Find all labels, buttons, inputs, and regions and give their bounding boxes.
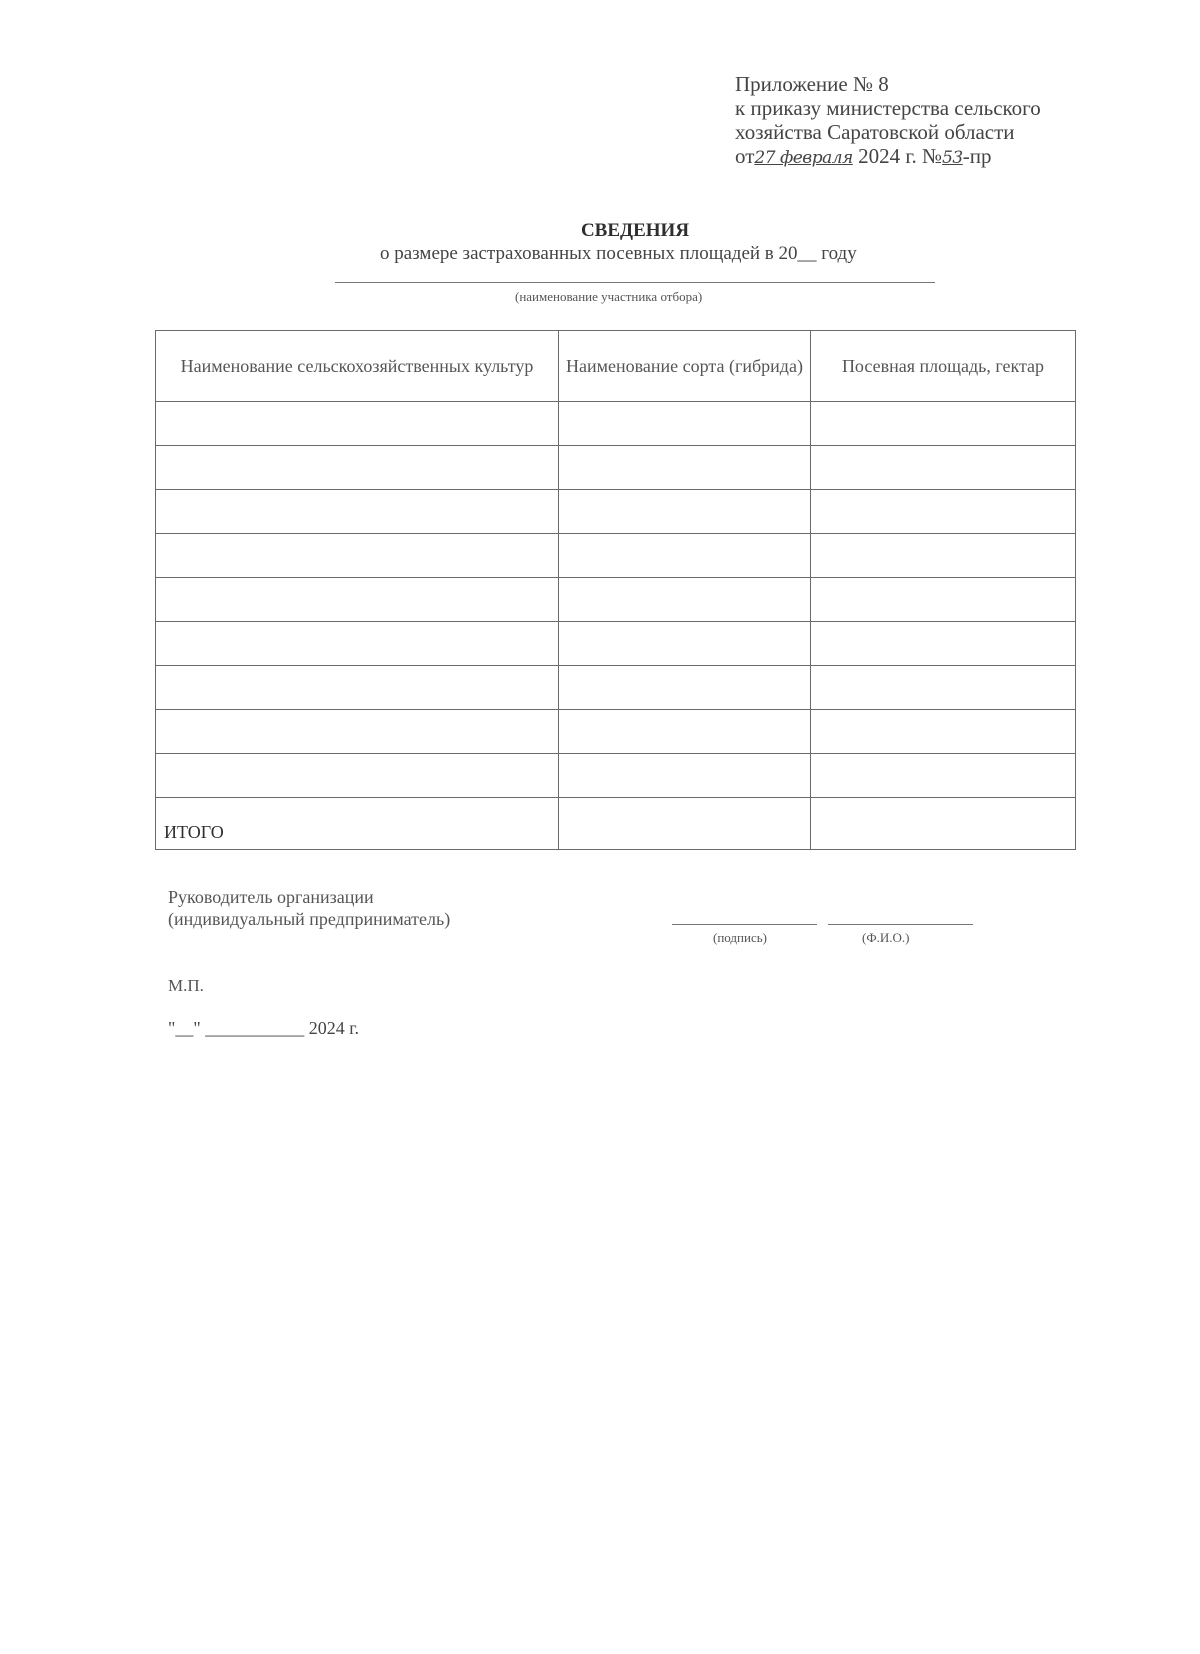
participant-name-line[interactable] [335,282,935,283]
table-cell[interactable] [811,710,1076,754]
table-cell[interactable] [559,490,811,534]
table-cell[interactable] [811,622,1076,666]
total-variety-cell[interactable] [559,798,811,850]
table-cell[interactable] [559,402,811,446]
table-cell[interactable] [559,446,811,490]
table-row [156,490,1076,534]
signature-line[interactable] [672,924,817,925]
table-cell[interactable] [156,402,559,446]
date-year: 2024 г. № [852,144,943,168]
table-row [156,578,1076,622]
table-row [156,402,1076,446]
table-cell[interactable] [156,490,559,534]
table-cell[interactable] [559,578,811,622]
table-row [156,754,1076,798]
table-cell[interactable] [811,490,1076,534]
table-cell[interactable] [811,534,1076,578]
table-cell[interactable] [811,754,1076,798]
appendix-line-2: к приказу министерства сельского [735,96,1041,120]
sown-area-table [155,330,1076,850]
signature-caption: (подпись) [713,930,767,945]
total-label: ИТОГО [156,798,559,850]
table-cell[interactable] [559,754,811,798]
date-field[interactable]: "__" ___________ 2024 г. [168,1018,360,1038]
signatory-role-line-1: Руководитель организации [168,887,374,907]
table-cell[interactable] [156,710,559,754]
table-cell[interactable] [559,534,811,578]
participant-name-caption: (наименование участника отбора) [515,289,703,304]
header-variety-name: Наименование сорта (гибрида) [559,331,811,402]
table-row [156,622,1076,666]
table-cell[interactable] [156,578,559,622]
table-cell[interactable] [811,446,1076,490]
date-prefix: от [735,144,755,168]
header-sown-area: Посевная площадь, гектар [811,331,1076,402]
appendix-line-3: хозяйства Саратовской области [735,120,1015,144]
table-row [156,534,1076,578]
table-cell[interactable] [156,666,559,710]
table-row [156,666,1076,710]
table-row [156,710,1076,754]
table-header-row [156,331,1076,402]
appendix-line-1: Приложение № 8 [735,72,889,96]
table-row [156,446,1076,490]
table-cell[interactable] [559,710,811,754]
total-area-cell[interactable] [811,798,1076,850]
table-cell[interactable] [811,578,1076,622]
handwritten-number: 53 [942,148,963,168]
document-title: СВЕДЕНИЯ [580,220,690,241]
stamp-placeholder: М.П. [168,976,204,995]
full-name-caption: (Ф.И.О.) [862,930,910,945]
signatory-role-line-2: (индивидуальный предприниматель) [168,909,451,929]
table-cell[interactable] [811,402,1076,446]
full-name-line[interactable] [828,924,973,925]
document-subtitle: о размере застрахованных посевных площадей в 20__ году [380,243,857,264]
table-cell[interactable] [156,754,559,798]
handwritten-date: 27 февраля [754,148,853,168]
appendix-date-line [735,144,1041,170]
header-crop-name: Наименование сельскохозяйственных культур [156,331,559,402]
table-cell[interactable] [559,666,811,710]
signatory-block [168,886,450,930]
table-cell[interactable] [811,666,1076,710]
table-cell[interactable] [559,622,811,666]
table-total-row [156,798,1076,850]
number-suffix: -пр [962,144,992,168]
appendix-header [735,72,1041,170]
table-cell[interactable] [156,446,559,490]
table-cell[interactable] [156,622,559,666]
table-cell[interactable] [156,534,559,578]
